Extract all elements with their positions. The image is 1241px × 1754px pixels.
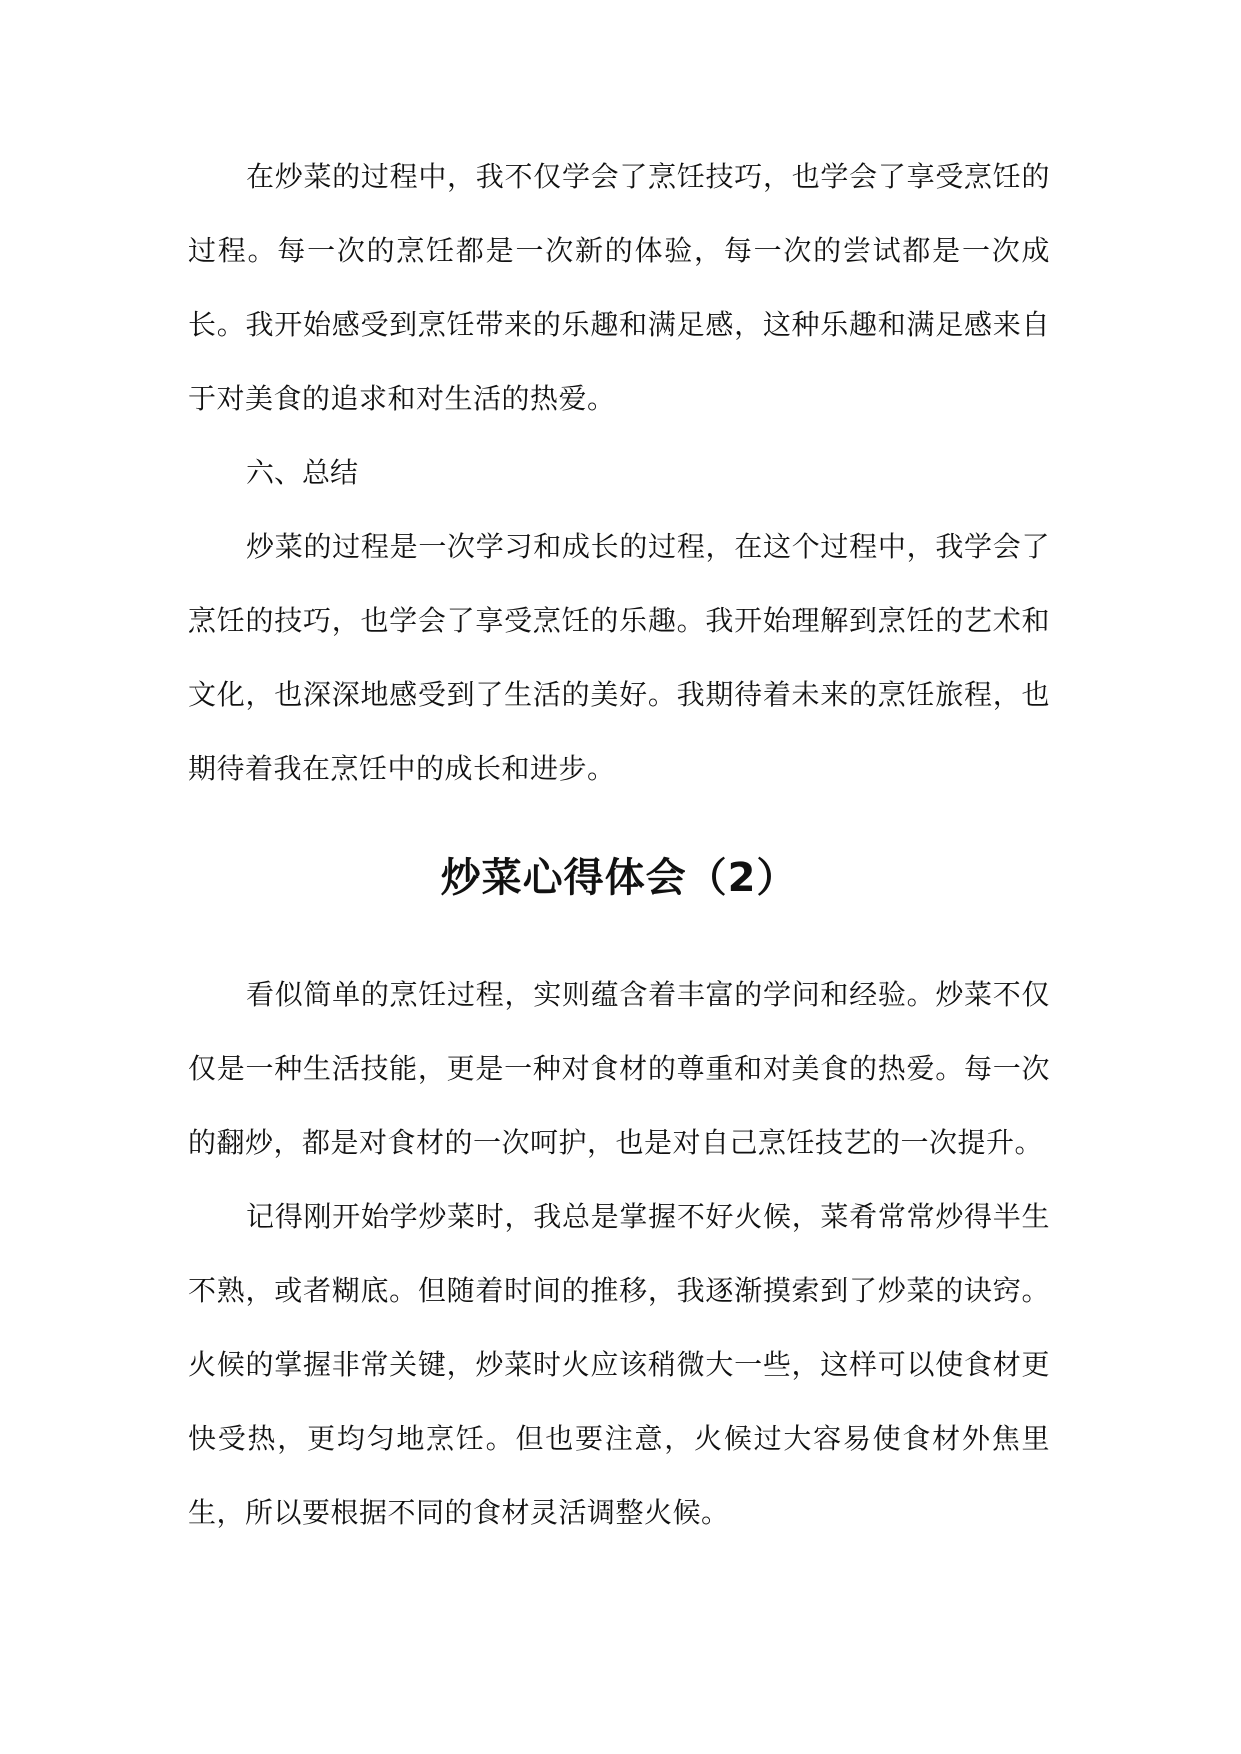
document-body — [188, 140, 1050, 1550]
paragraph-summary: 炒菜的过程是一次学习和成长的过程，在这个过程中，我学会了烹饪的技巧，也学会了享受烹饪的乐趣。我开始理解到烹饪的艺术和文化，也深深地感受到了生活的美好。我期待着未来的烹饪旅程，也期待着我在烹饪中的成长和进步。 — [188, 530, 1050, 785]
paragraph-heat-control: 记得刚开始学炒菜时，我总是掌握不好火候，菜肴常常炒得半生不熟，或者糊底。但随着时间的推移，我逐渐摸索到了炒菜的诀窍。火候的掌握非常关键，炒菜时火应该稍微大一些，这样可以使食材更快受热，更均匀地烹饪。但也要注意，火候过大容易使食材外焦里生，所以要根据不同的食材灵活调整火候。 — [188, 1200, 1050, 1529]
section-title: 炒菜心得体会（2） — [440, 855, 798, 901]
paragraph-cooking-enjoyment: 在炒菜的过程中，我不仅学会了烹饪技巧，也学会了享受烹饪的过程。每一次的烹饪都是一次新的体验，每一次的尝试都是一次成长。我开始感受到烹饪带来的乐趣和满足感，这种乐趣和满足感来自于对美食的追求和对生活的热爱。 — [188, 160, 1050, 415]
subheading-summary: 六、总结 — [246, 456, 359, 489]
paragraph-intro: 看似简单的烹饪过程，实则蕴含着丰富的学问和经验。炒菜不仅仅是一种生活技能，更是一种对食材的尊重和对美食的热爱。每一次的翻炒，都是对食材的一次呵护，也是对自己烹饪技艺的一次提升。 — [188, 978, 1050, 1159]
